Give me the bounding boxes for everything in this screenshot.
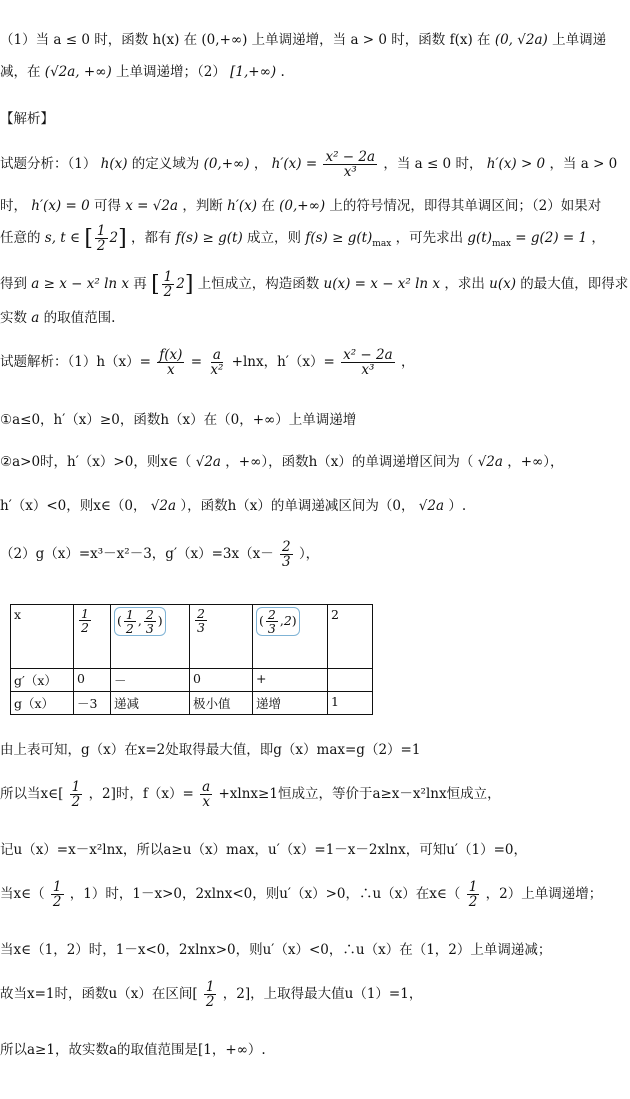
- den: 2: [52, 894, 62, 911]
- interval-box: ( $\frac{2}{3}$ ,2): [256, 607, 300, 636]
- t: f(s) ≥ g(t): [305, 230, 373, 247]
- answer-interval-2: (√2a, +∞): [44, 64, 112, 80]
- t: 在: [261, 198, 275, 214]
- table-cell: [190, 605, 253, 669]
- t: u(x): [489, 276, 516, 293]
- fraction: [280, 540, 293, 569]
- t: 2: [176, 276, 185, 293]
- den: 2: [96, 238, 106, 255]
- t: ，都有: [131, 230, 172, 247]
- table-cell: g′（x）: [11, 669, 74, 692]
- answer-period: .: [280, 64, 285, 80]
- num: 1: [96, 223, 106, 239]
- t: 的取值范围.: [43, 310, 116, 326]
- table-cell: 递增: [253, 692, 328, 715]
- den: x: [202, 794, 210, 811]
- t: x = √2a: [125, 198, 179, 214]
- t: 所以当x∈[: [0, 786, 64, 803]
- t: ，: [253, 156, 268, 173]
- fraction: [162, 270, 175, 299]
- conclusion-line-4: [0, 880, 602, 909]
- t: h′（x）<0，则x∈（0，: [0, 498, 147, 514]
- t: (0,+∞): [203, 156, 250, 173]
- t: ，可先求出: [395, 230, 464, 247]
- t: ，: [591, 230, 605, 247]
- table-cell: [74, 605, 111, 669]
- num: 2: [282, 539, 291, 555]
- conclusion-line-6: [0, 980, 422, 1009]
- num: 2: [197, 606, 205, 621]
- fraction: [144, 608, 156, 635]
- t: ，求出: [444, 276, 485, 293]
- num: f(x): [159, 347, 183, 363]
- bracket: [: [151, 272, 160, 298]
- t: ，+∞），函数h（x）的单调递增区间为（: [225, 454, 474, 470]
- fraction: [341, 348, 395, 377]
- t: max: [491, 238, 511, 249]
- conclusion-line-5: 当x∈（1，2）时，1－x<0，2xlnx>0，则u′（x）<0，∴u（x）在（1，2）上单调递减；: [0, 942, 552, 958]
- table-cell: 递减: [111, 692, 190, 715]
- fraction: [266, 608, 278, 635]
- t: ），函数h（x）的单调递减区间为（0，: [180, 498, 415, 514]
- t: 实数: [0, 310, 27, 326]
- t: 可得: [93, 198, 121, 214]
- t: s, t ∈: [44, 230, 81, 247]
- fraction: [208, 348, 225, 377]
- table-cell: +: [253, 669, 328, 692]
- table-row: [11, 692, 373, 715]
- den: 2: [71, 794, 81, 811]
- t: ，2]，上取得最大值u（1）=1，: [222, 986, 423, 1003]
- solution-line-1: [0, 348, 414, 377]
- fraction: [124, 608, 136, 635]
- bracket: [: [84, 226, 93, 252]
- t: h′(x) =: [271, 156, 318, 173]
- t: h′(x) > 0: [486, 156, 546, 173]
- t: 再: [133, 276, 147, 293]
- den: 2: [205, 994, 215, 1011]
- solution-line-2: ①a≤0，h′（x）≥0，函数h（x）在（0，+∞）上单调递增: [0, 412, 357, 428]
- fraction: [467, 880, 480, 909]
- t: ）.: [448, 498, 467, 514]
- answer-interval-1: (0, √2a): [494, 32, 548, 48]
- answer-text-1: （1）当 a ≤ 0 时，函数 h(x) 在 (0,+∞) 上单调递增，当 a > 0 时，函数 f(x) 在: [0, 32, 491, 48]
- answer-text-1c: 上单调递: [552, 32, 607, 48]
- answer-line-1: [0, 28, 606, 48]
- t: max: [372, 238, 392, 249]
- num: x² − 2a: [325, 149, 376, 165]
- t: =: [190, 354, 203, 371]
- num: 1: [71, 779, 81, 795]
- t: ，当 a ≤ 0 时，: [383, 156, 483, 173]
- variation-table: [10, 604, 373, 715]
- den: 3: [267, 621, 276, 637]
- t: = g(2) = 1: [515, 230, 588, 247]
- t: h(x): [100, 156, 128, 173]
- t: （2）g（x）=x³－x²－3，g′（x）=3x（x－: [0, 546, 274, 563]
- t: 的最大值，即得求: [520, 276, 629, 293]
- analysis-line-1: [0, 150, 617, 179]
- den: x³: [361, 362, 375, 379]
- table-row: [11, 669, 373, 692]
- table-cell: g（x）: [11, 692, 74, 715]
- t: h′(x) = 0: [31, 198, 90, 214]
- analysis-line-3: [0, 224, 605, 253]
- t: 得到: [0, 276, 27, 293]
- t: f(s) ≥ g(t): [175, 230, 243, 247]
- answer-text-2c: 上单调递增；（2）: [116, 64, 226, 80]
- analysis-line-2: [0, 194, 601, 214]
- den: x³: [343, 164, 357, 181]
- fraction: [51, 880, 64, 909]
- fraction: [157, 348, 184, 377]
- table-cell: 极小值: [190, 692, 253, 715]
- num: x² − 2a: [343, 347, 393, 363]
- t: √2a: [477, 454, 503, 470]
- table-cell: －: [111, 669, 190, 692]
- num: 1: [163, 269, 173, 285]
- t: 时，: [0, 198, 27, 214]
- num: 2: [267, 607, 276, 622]
- conclusion-line-2: [0, 780, 501, 809]
- num: 1: [52, 879, 62, 895]
- bracket: ]: [184, 272, 194, 298]
- t: ②a>0时，h′（x）>0，则x∈（: [0, 454, 192, 470]
- t: 试题分析：（1）: [0, 156, 97, 173]
- answer-text-2a: 减，在: [0, 64, 41, 80]
- table-row: [11, 605, 373, 669]
- table-cell: 1: [328, 692, 373, 715]
- t: 上的符号情况，即得其单调区间；（2）如果对: [329, 198, 602, 214]
- conclusion-line-1: 由上表可知，g（x）在x=2处取得最大值，即g（x）max=g（2）=1: [0, 742, 421, 758]
- num: a: [212, 347, 221, 363]
- num: 1: [125, 607, 134, 622]
- den: x: [167, 362, 175, 379]
- answer-range: [1,+∞): [230, 64, 277, 80]
- den: 2: [125, 621, 134, 637]
- fraction: [70, 780, 83, 809]
- t: u(x) = x − x² ln x: [323, 276, 441, 293]
- num: 2: [145, 607, 154, 622]
- t: 当x∈（: [0, 886, 45, 903]
- t: ，1）时，1－x>0，2xlnx<0，则u′（x）>0，∴u（x）在x∈（: [69, 886, 461, 903]
- table-cell: 0: [190, 669, 253, 692]
- den: 2: [468, 894, 478, 911]
- table-cell: －3: [74, 692, 111, 715]
- num: 1: [468, 879, 478, 895]
- den: 3: [282, 554, 291, 571]
- den: x²: [210, 362, 224, 379]
- t: 任意的: [0, 230, 41, 247]
- conclusion-line-7: 所以a≥1，故实数a的取值范围是[1，+∞）.: [0, 1042, 266, 1058]
- interval-box: ( $\frac{1}{2}$ , $\frac{2}{3}$ ): [114, 607, 166, 636]
- num: a: [202, 779, 211, 795]
- t: ，2]时，f（x）=: [88, 786, 194, 803]
- t: ，判断: [182, 198, 223, 214]
- fraction: [79, 607, 91, 634]
- den: 2: [81, 620, 89, 636]
- t: 故当x=1时，函数u（x）在区间[: [0, 986, 198, 1003]
- table-cell: 0: [74, 669, 111, 692]
- conclusion-line-3: 记u（x）=x－x²lnx，所以a≥u（x）max，u′（x）=1－x－2xlnx，可知u′（1）=0，: [0, 842, 527, 858]
- den: 2: [163, 284, 173, 301]
- analysis-line-4: [0, 270, 628, 299]
- fraction: [204, 980, 217, 1009]
- num: 1: [205, 979, 215, 995]
- t: ，+∞），: [507, 454, 564, 470]
- analysis-line-5: [0, 306, 115, 326]
- t: 上恒成立，构造函数: [197, 276, 320, 293]
- t: ，2）上单调递增；: [485, 886, 603, 903]
- t: +xlnx≥1恒成立，等价于a≥x－x²lnx恒成立，: [218, 786, 501, 803]
- t: 2: [109, 230, 119, 247]
- t: ），: [298, 546, 320, 563]
- fraction: [200, 780, 212, 809]
- den: 3: [145, 621, 154, 637]
- solution-line-5: [0, 540, 319, 569]
- solution-line-3: [0, 450, 564, 470]
- solution-line-4: [0, 494, 466, 514]
- table-cell: 2: [328, 605, 373, 669]
- analysis-heading: 【解析】: [0, 111, 54, 127]
- answer-line-2: [0, 60, 285, 80]
- t: h′(x): [227, 198, 258, 214]
- table-cell: x: [11, 605, 74, 669]
- t: 试题解析：（1）h（x）=: [0, 354, 151, 371]
- t: 的定义域为: [131, 156, 200, 173]
- t: 2: [283, 613, 292, 629]
- t: 成立，则: [247, 230, 302, 247]
- t: (0,+∞): [279, 198, 326, 214]
- fraction: [95, 224, 108, 253]
- fraction: [323, 150, 377, 179]
- den: 3: [197, 620, 205, 636]
- t: √2a: [150, 498, 177, 514]
- table-cell: [111, 605, 190, 669]
- t: g(t): [467, 230, 492, 247]
- t: √2a: [195, 454, 221, 470]
- num: 1: [81, 606, 89, 621]
- t: ，: [400, 354, 415, 371]
- t: √2a: [418, 498, 445, 514]
- bracket: ]: [118, 226, 127, 252]
- t: ，当 a > 0: [549, 156, 618, 173]
- t: a ≥ x − x² ln x: [31, 276, 129, 293]
- t: a: [31, 310, 40, 326]
- t: +lnx，h′（x）=: [231, 354, 335, 371]
- fraction: [195, 607, 207, 634]
- table-cell: [328, 669, 373, 692]
- table-cell: [253, 605, 328, 669]
